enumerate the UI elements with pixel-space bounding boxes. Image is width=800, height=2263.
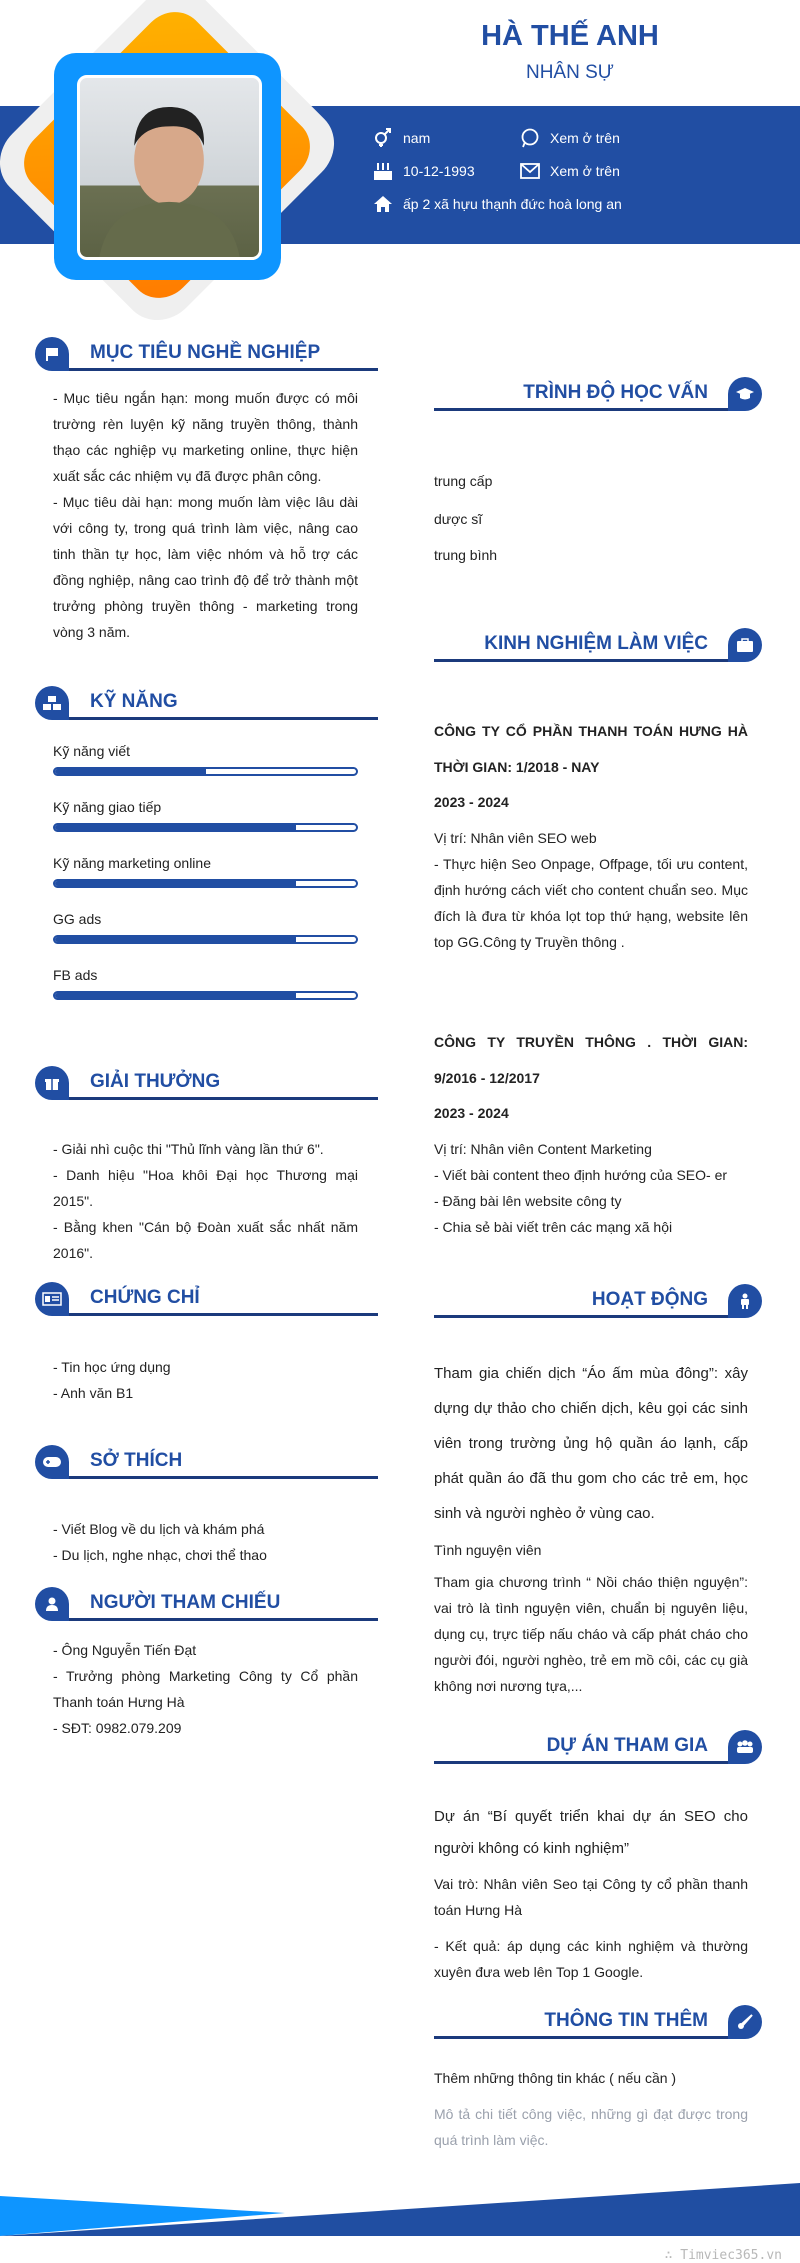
list-item: - SĐT: 0982.079.209 <box>53 1720 182 1736</box>
person-icon <box>728 1284 762 1318</box>
section-header-hobbies: SỞ THÍCH <box>35 1445 378 1479</box>
section-header-activities: HOẠT ĐỘNG <box>434 1284 762 1318</box>
skill-bar-fill <box>55 825 296 830</box>
list-item: dược sĩ <box>434 511 483 527</box>
skill-bar <box>53 879 358 888</box>
awards-list <box>53 1136 358 1266</box>
skill-item <box>53 743 358 776</box>
list-item: - Bằng khen "Cán bộ Đoàn xuất sắc nhất năm 2016". <box>53 1219 358 1261</box>
footer-decoration <box>0 2150 800 2250</box>
skill-bar <box>53 823 358 832</box>
list-item: - Tin học ứng dụng <box>53 1359 171 1375</box>
section-header-certificates: CHỨNG CHỈ <box>35 1282 378 1316</box>
objective-text: - Mục tiêu ngắn hạn: mong muốn được có môi trường rèn luyện kỹ năng truyền thông, thành thạo các nghiệp vụ marketing online, thực hiện xuất sắc các nhiệm vụ đã được phân công. - Mục tiêu dài hạn: mong muốn làm việc lâu dài với công ty, trong quá trình làm việc, nâng cao tinh thần tự học, làm việc nhóm và hỗ trợ các đồng nghiệp, nâng cao trình độ để trở thành một trưởng phòng truyền thông - marketing trong vòng 3 năm. <box>53 390 358 640</box>
watermark: ∴ Timviec365.vn <box>664 2248 782 2263</box>
section-header-education: TRÌNH ĐỘ HỌC VẤN <box>434 377 762 411</box>
list-item: trung bình <box>434 547 498 563</box>
gender-info: nam <box>373 128 430 148</box>
gamepad-icon <box>35 1445 69 1479</box>
envelope-icon <box>520 161 540 181</box>
section-header-experience: KINH NGHIỆM LÀM VIỆC <box>434 628 762 662</box>
paintbrush-icon <box>728 2005 762 2039</box>
skill-bar-fill <box>55 993 296 998</box>
flag-icon <box>35 337 69 371</box>
avatar <box>77 75 262 260</box>
section-header-objective: MỤC TIÊU NGHỀ NGHIỆP <box>35 337 378 371</box>
list-item: - Du lịch, nghe nhạc, chơi thể thao <box>53 1547 267 1563</box>
activities-text: Tham gia chiến dịch “Áo ấm mùa đông”: xây dựng dự thảo cho chiến dịch, kêu gọi các sinh viên trong trường ủng hộ quần áo lạnh, cấp phát quần áo đã thu gom cho các trẻ em, học sinh và người nghèo ở vùng cao. Tình nguyện viên Tham gia chương trình “ Nồi cháo thiện nguyện”: vai trò là tình nguyện viên, chuẩn bị nguyên liệu, dụng cụ, trực tiếp nấu cháo và cấp phát cháo cho người đói, người nghèo, trẻ em mồ côi, các cụ già không nơi nương tựa,... <box>434 1365 748 1694</box>
users-icon <box>728 1730 762 1764</box>
skill-label: FB ads <box>53 967 98 983</box>
whatsapp-icon <box>520 128 540 148</box>
hobbies-list <box>53 1516 358 1568</box>
skill-bar-fill <box>55 881 296 886</box>
email-info: Xem ở trên <box>520 161 620 181</box>
projects-text: Dự án “Bí quyết triển khai dự án SEO cho người không có kinh nghiệm” Vai trò: Nhân viên Seo tại Công ty cổ phần thanh toán Hưng Hà - Kết quả: áp dụng các kinh nghiệm và thường xuyên đưa web lên Top 1 Google. <box>434 1808 748 1980</box>
section-header-skills: KỸ NĂNG <box>35 686 378 720</box>
candidate-name: HÀ THẾ ANH <box>481 20 659 52</box>
skill-label: Kỹ năng viết <box>53 743 131 759</box>
candidate-title: NHÂN SỰ <box>525 62 614 83</box>
references-list <box>53 1637 358 1741</box>
skill-item <box>53 855 358 888</box>
section-header-projects: DỰ ÁN THAM GIA <box>434 1730 762 1764</box>
section-header-awards: GIẢI THƯỞNG <box>35 1066 378 1100</box>
skill-bar-fill <box>55 937 296 942</box>
extra-text: Thêm những thông tin khác ( nếu cần ) Mô tả chi tiết công việc, những gì đạt được trong quá trình làm việc. <box>434 2070 748 2148</box>
birthday-cake-icon <box>373 161 393 181</box>
skill-item <box>53 911 358 944</box>
phone-info: Xem ở trên <box>520 128 620 148</box>
id-card-icon <box>35 1282 69 1316</box>
skill-bar <box>53 767 358 776</box>
skill-item <box>53 967 358 1000</box>
gender-icon <box>373 128 393 148</box>
list-item: trung cấp <box>434 473 493 489</box>
gift-icon <box>35 1066 69 1100</box>
skill-bar-fill <box>55 769 206 774</box>
skill-label: Kỹ năng marketing online <box>53 855 211 871</box>
list-item: - Viết Blog về du lịch và khám phá <box>53 1521 265 1537</box>
certificates-list <box>53 1354 358 1406</box>
briefcase-icon <box>728 628 762 662</box>
birthday-info: 10-12-1993 <box>373 161 475 181</box>
address-info: ấp 2 xã hựu thạnh đức hoà long an <box>373 194 622 214</box>
list-item: - Danh hiệu "Hoa khôi Đại học Thương mại 2015". <box>53 1167 358 1209</box>
job-entry: CÔNG TY CỔ PHẦN THANH TOÁN HƯNG HÀ THỜI GIAN: 1/2018 - NAY 2023 - 2024 Vị trí: Nhân viên SEO web - Thực hiện Seo Onpage, Offpage, tối ưu content, định hướng cách viết cho content chuẩn seo. Mục đích là đưa từ khóa lọt top thứ hạng, website lên top GG.Công ty Truyền thông . <box>434 723 748 950</box>
home-icon <box>373 194 393 214</box>
user-icon <box>35 1587 69 1621</box>
skill-label: GG ads <box>53 911 102 927</box>
skill-bar <box>53 935 358 944</box>
list-item: - Anh văn B1 <box>53 1385 134 1401</box>
list-item: - Ông Nguyễn Tiến Đạt <box>53 1642 197 1658</box>
education-list <box>434 473 497 563</box>
graduation-cap-icon <box>728 377 762 411</box>
skill-label: Kỹ năng giao tiếp <box>53 799 162 815</box>
job-entry: CÔNG TY TRUYỀN THÔNG . THỜI GIAN: 9/2016 - 12/2017 2023 - 2024 Vị trí: Nhân viên Content Marketing - Viết bài content theo định hướng của SEO- er - Đăng bài lên website công ty - Chia sẻ bài viết trên các mạng xã hội <box>434 1034 748 1235</box>
list-item: - Trưởng phòng Marketing Công ty Cổ phần Thanh toán Hưng Hà <box>53 1668 358 1710</box>
list-item: - Giải nhì cuộc thi "Thủ lĩnh vàng lần thứ 6". <box>53 1141 324 1157</box>
skill-bar <box>53 991 358 1000</box>
cubes-icon <box>35 686 69 720</box>
skill-item <box>53 799 358 832</box>
section-header-references: NGƯỜI THAM CHIẾU <box>35 1587 378 1621</box>
section-header-extra: THÔNG TIN THÊM <box>434 2005 762 2039</box>
